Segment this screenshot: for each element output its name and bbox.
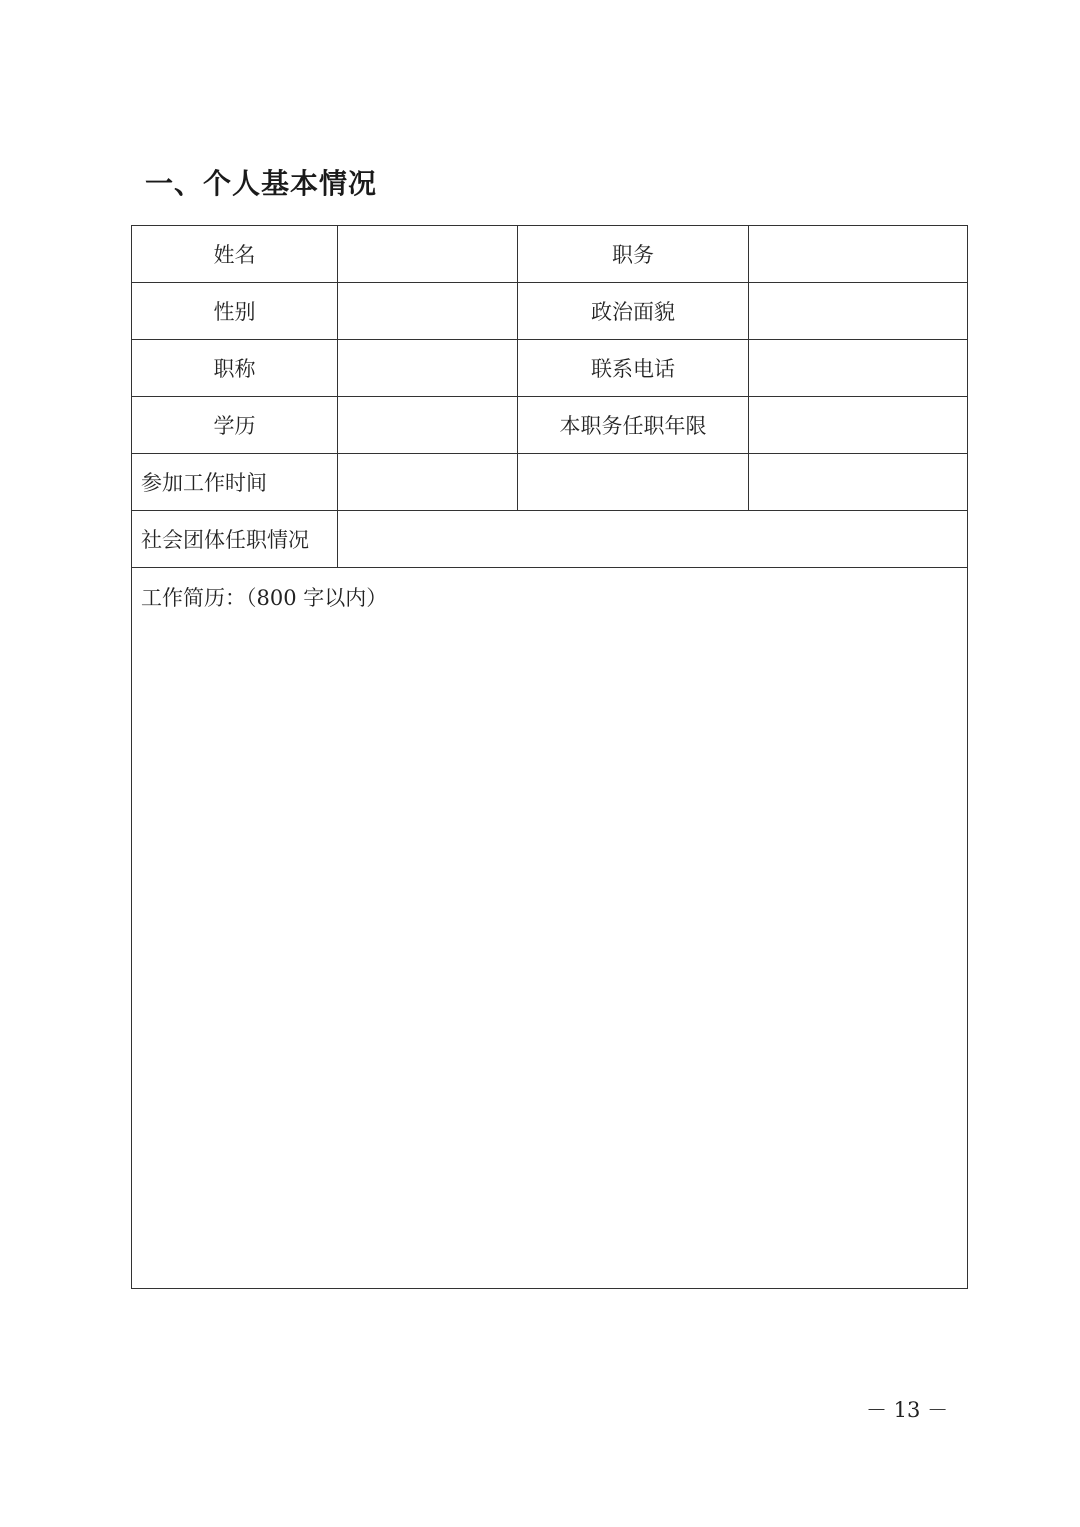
table-row — [132, 454, 968, 511]
table-row — [132, 568, 968, 1289]
tenure-field[interactable] — [749, 397, 968, 454]
phone-label: 联系电话 — [518, 340, 749, 397]
empty-cell[interactable] — [518, 454, 749, 511]
social-positions-field[interactable] — [338, 511, 968, 568]
page-number: － 13 － — [866, 1398, 949, 1422]
education-label: 学历 — [132, 397, 338, 454]
position-field[interactable] — [749, 226, 968, 283]
position-label: 职务 — [518, 226, 749, 283]
gender-label: 性别 — [132, 283, 338, 340]
resume-field[interactable] — [132, 568, 968, 1289]
name-field[interactable] — [338, 226, 518, 283]
table-row — [132, 397, 968, 454]
gender-field[interactable] — [338, 283, 518, 340]
empty-cell[interactable] — [749, 454, 968, 511]
tenure-label: 本职务任职年限 — [518, 397, 749, 454]
work-start-field[interactable] — [338, 454, 518, 511]
table-row — [132, 511, 968, 568]
name-label: 姓名 — [132, 226, 338, 283]
professional-title-field[interactable] — [338, 340, 518, 397]
political-status-field[interactable] — [749, 283, 968, 340]
political-status-label: 政治面貌 — [518, 283, 749, 340]
professional-title-label: 职称 — [132, 340, 338, 397]
phone-field[interactable] — [749, 340, 968, 397]
personal-info-table — [131, 225, 968, 1289]
resume-label: 工作简历：（800 字以内） — [141, 586, 388, 610]
education-field[interactable] — [338, 397, 518, 454]
table-row — [132, 283, 968, 340]
table-row — [132, 226, 968, 283]
section-title: 一、个人基本情况 — [145, 167, 378, 200]
social-positions-label: 社会团体任职情况 — [132, 511, 338, 568]
work-start-label: 参加工作时间 — [132, 454, 338, 511]
table-row — [132, 340, 968, 397]
